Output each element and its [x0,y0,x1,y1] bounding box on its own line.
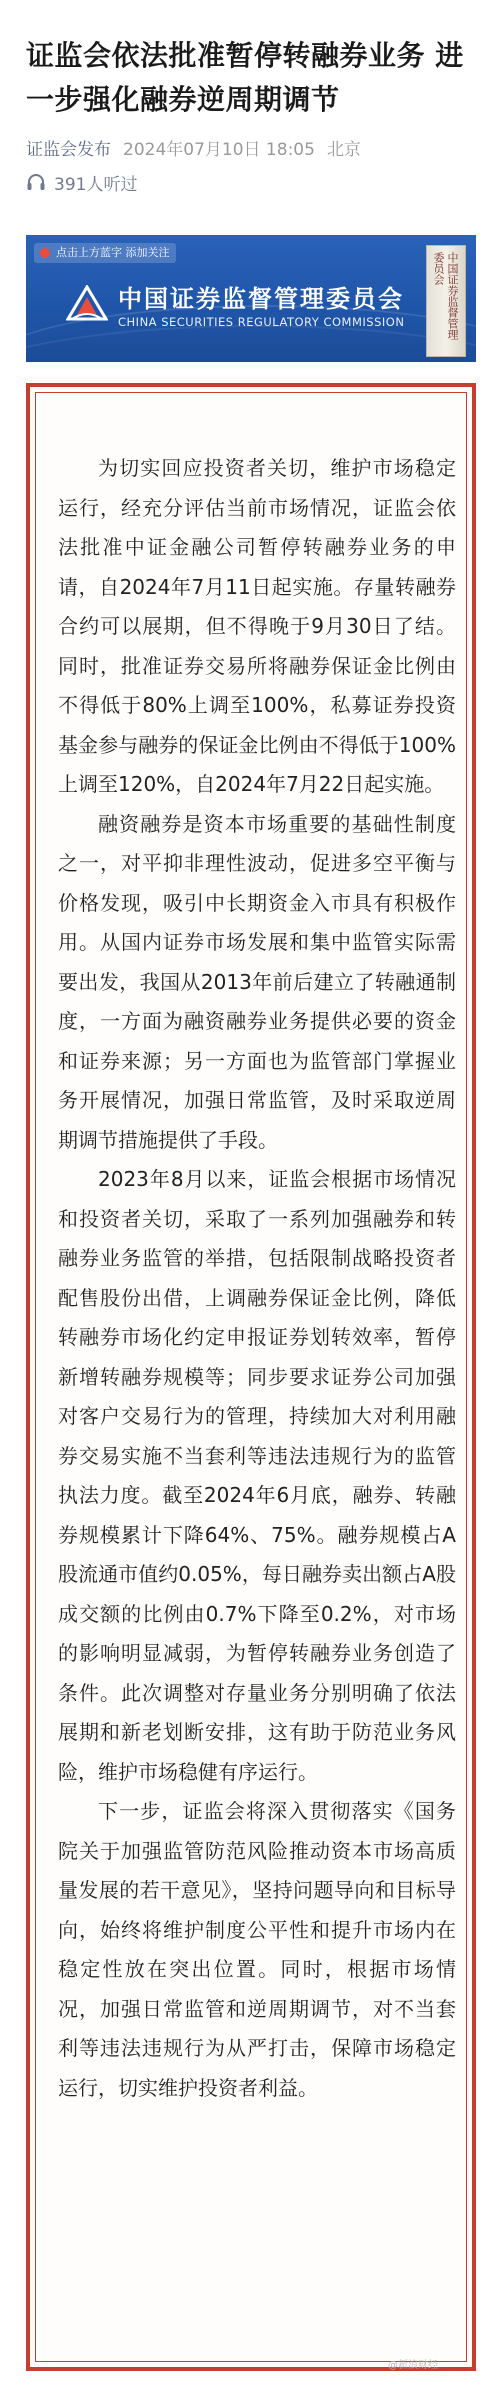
article-paragraph: 下一步，证监会将深入贯彻落实《国务院关于加强监管防范风险推动资本市场高质量发展的若干意见》，坚持问题导向和目标导向，始终将维护制度公平性和提升市场内在稳定性放在突出位置。同时，根据市场情况，加强日常监管和逆周期调节，对不当套利等违法违规行为从严打击，保障市场稳定运行，切实维护投资者利益。 [58,1799,456,2100]
article-title: 证监会依法批准暂停转融券业务 进一步强化融券逆周期调节 [26,39,464,116]
follow-tag-label: 点击上方蓝字 添加关注 [56,246,170,259]
source-link[interactable]: 证监会发布 [26,139,111,160]
csrc-banner [26,235,476,362]
article-paragraph: 为切实回应投资者关切，维护市场稳定运行，经充分评估当前市场情况，证监会依法批准中证金融公司暂停转融券业务的申请，自2024年7月11日起实施。存量转融券合约可以展期，但不得晚于9月30日了结。同时，批准证券交易所将融券保证金比例由不得低于80%上调至100%，私募证券投资基金参与融券的保证金比例由不得低于100%上调至120%，自2024年7月22日起实施。 [58,456,456,796]
follow-dot-icon [40,248,50,258]
publish-time: 2024年07月10日 18:05 [123,139,315,160]
csrc-emblem-icon [66,285,108,323]
article-body-frame [26,383,476,2371]
follow-tag[interactable] [34,243,176,263]
publish-location: 北京 [326,139,361,160]
building-plaque: 中国证券监督管理委员会 [426,245,466,357]
article-paragraph: 2023年8月以来，证监会根据市场情况和投资者关切，采取了一系列加强融券和转融券业务监管的举措，包括限制战略投资者配售股份出借，上调融券保证金比例，降低转融券市场化约定申报证券划转效率，暂停新增转融券规模等；同步要求证券公司加强对客户交易行为的管理，持续加大对利用融券交易实施不当套利等违法违规行为的监管执法力度。截至2024年6月底，融券、转融券规模累计下降64%、75%。融券规模占A股流通市值约0.05%，每日融券卖出额占A股成交额的比例由0.7%下降至0.2%，对市场的影响明显减弱，为暂停转融券业务创造了条件。此次调整对存量业务分别明确了依法展期和新老划断安排，这有助于防范业务风险，维护市场稳健有序运行。 [58,1167,456,1784]
article-paragraph: 融资融券是资本市场重要的基础性制度之一，对平抑非理性波动，促进多空平衡与价格发现，吸引中长期资金入市具有积极作用。从国内证券市场发展和集中监管实际需要出发，我国从2013年前后建立了转融通制度，一方面为融资融券业务提供必要的资金和证券来源；另一方面也为监管部门掌握业务开展情况，加强日常监管，及时采取逆周期调节措施提供了手段。 [58,811,456,1152]
article-meta [26,134,361,160]
listen-count: 391人听过 [54,174,138,195]
banner-org-name-en: CHINA SECURITIES REGULATORY COMMISSION [118,315,405,329]
listen-count-row[interactable] [26,168,137,196]
headphone-icon [26,173,46,191]
weibo-watermark: @新浪财经 [388,2360,438,2371]
banner-org-name-cn: 中国证券监督管理委员会 [118,285,404,313]
article-body [58,449,456,2108]
